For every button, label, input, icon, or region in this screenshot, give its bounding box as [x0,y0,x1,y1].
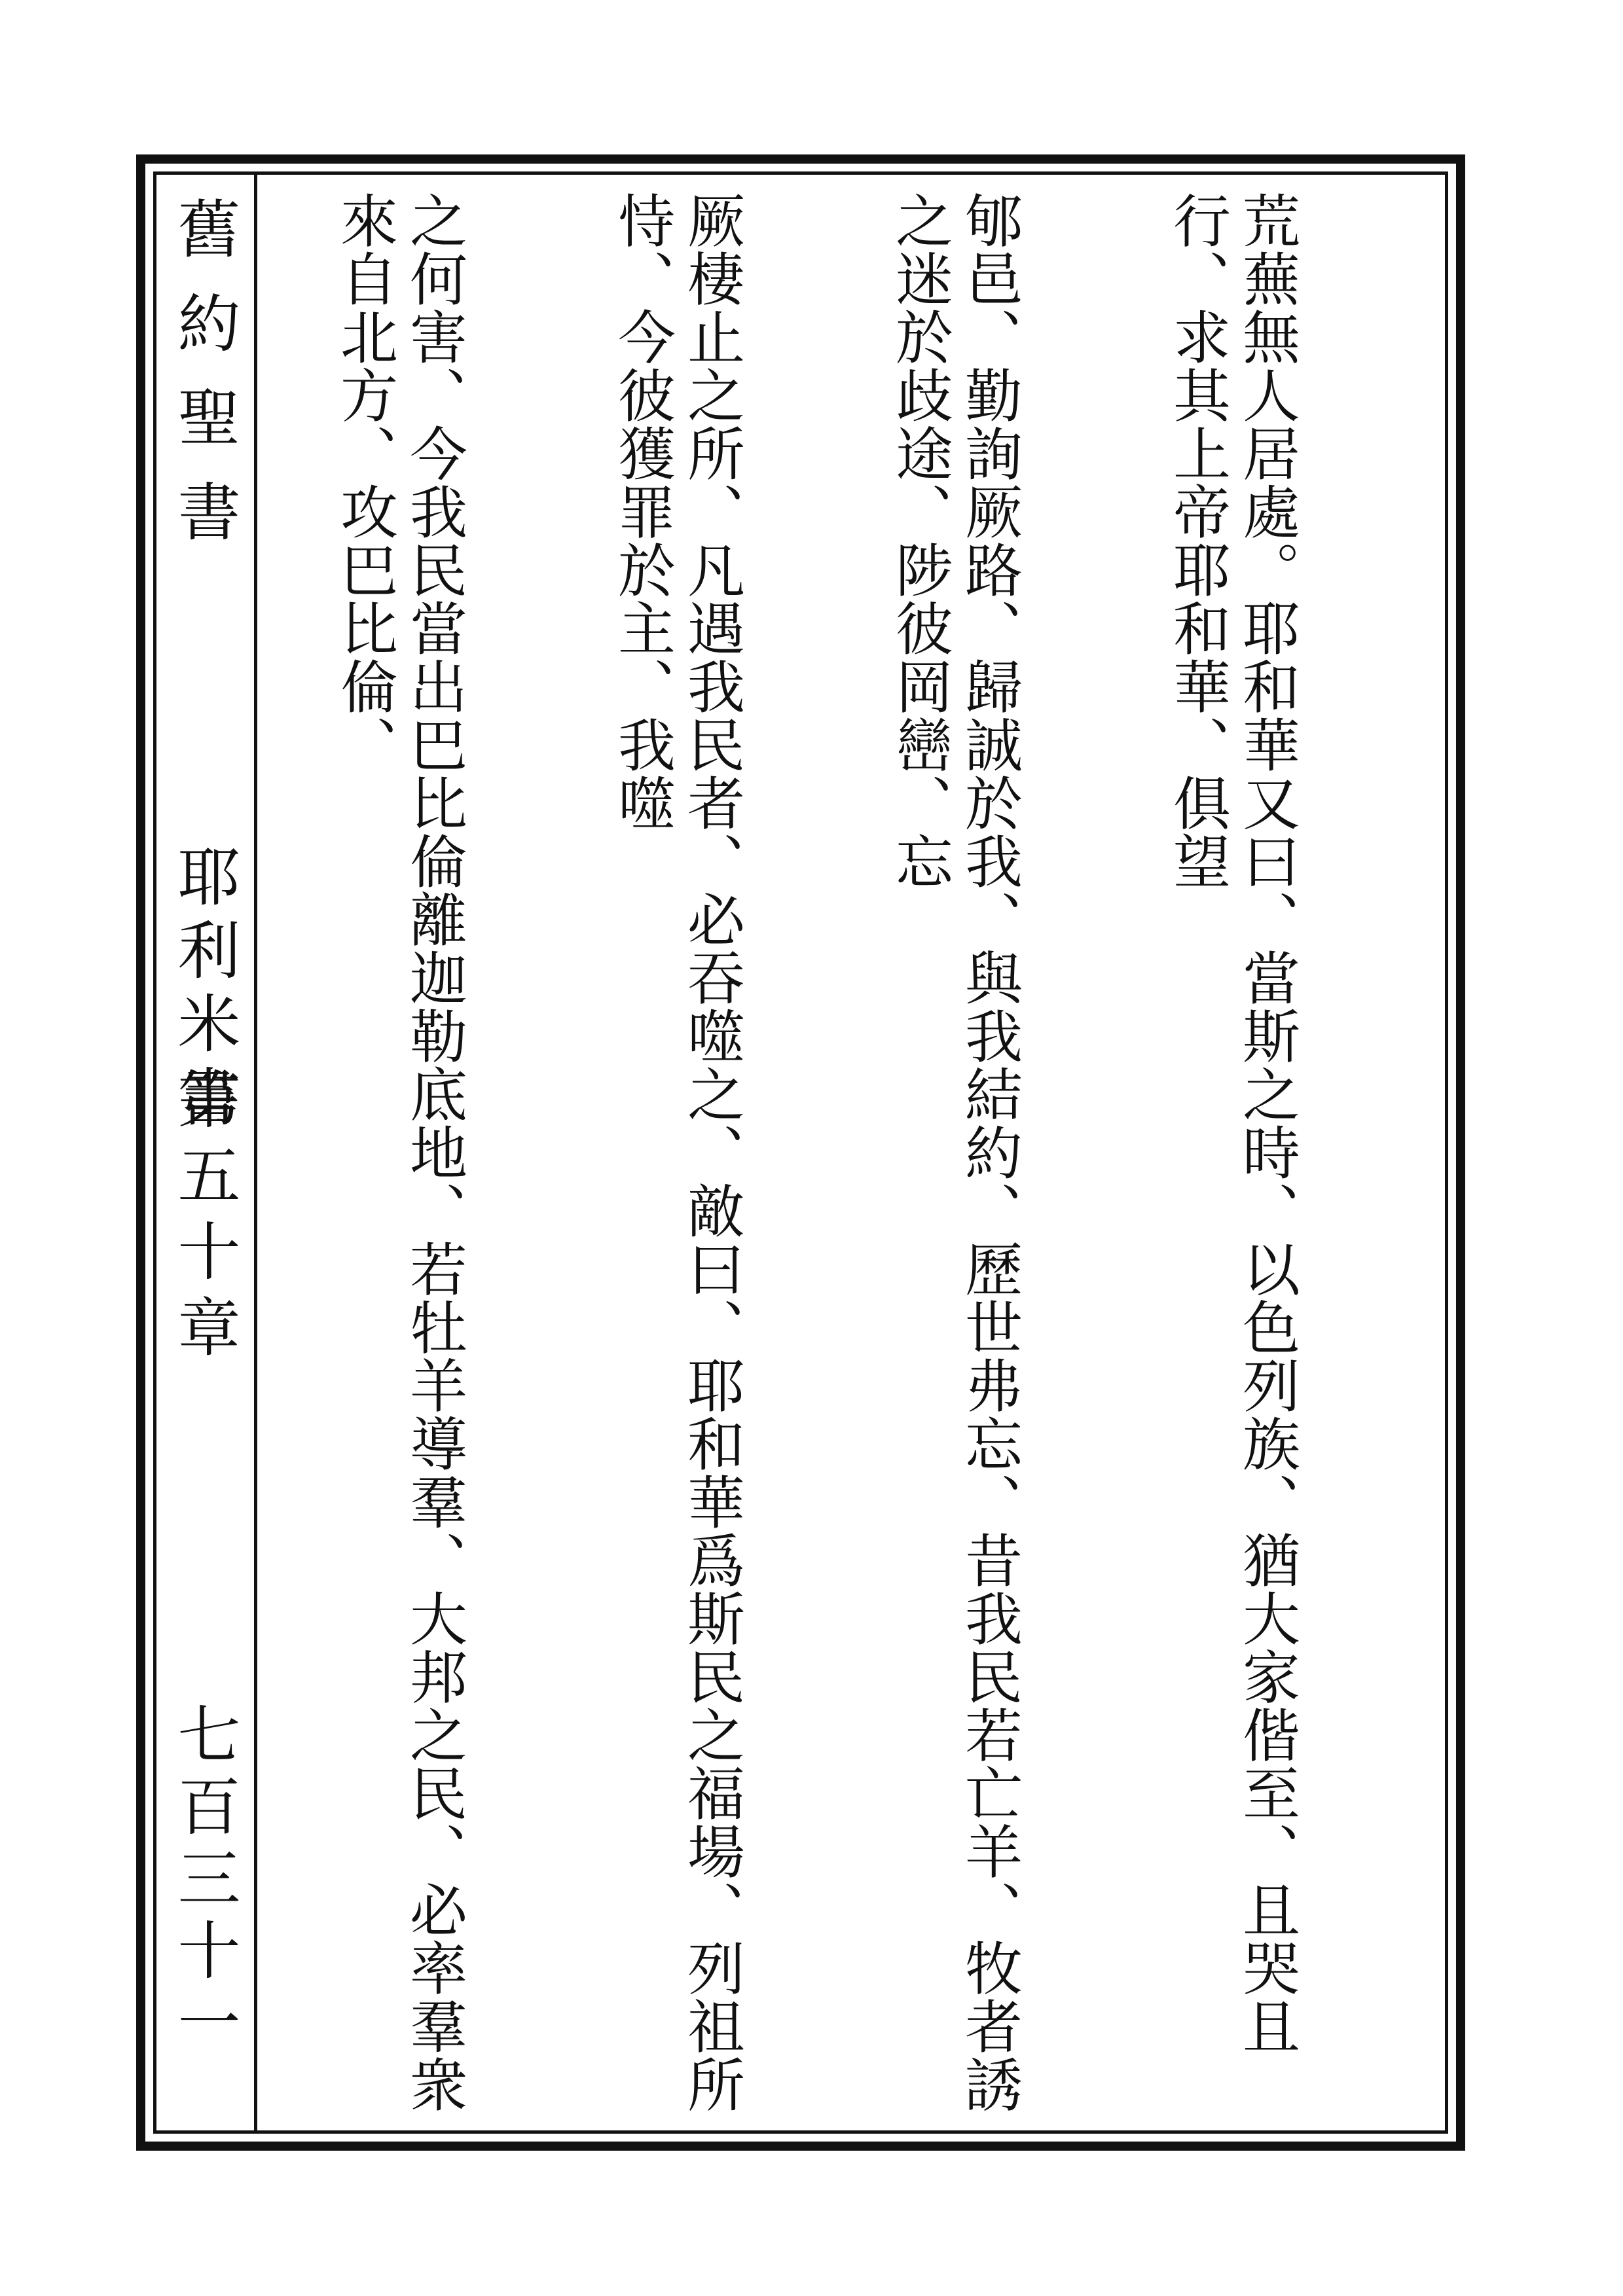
book-name: 耶利米書 [168,844,241,1138]
running-title: 舊約聖書 [168,196,241,573]
page-number: 七百三十一 [168,1702,241,2062]
text-column: 厥棲止之所、凡遇我民者、必吞噬之、敵曰、耶和華爲斯民之福場、列祖所恃、今彼獲罪於主、我噬 [609,191,746,2113]
scripture-text [262,191,1440,2115]
chapter-number: 第五十章 [168,1067,241,1371]
text-column: 之何害、今我民當出巴比倫離迦勒底地、若牡羊導羣、大邦之民、必率羣衆來自北方、攻巴比倫、 [331,191,468,2113]
text-column: 郇邑、勤詢厥路、歸誠於我、與我結約、歷世弗忘、昔我民若亡羊、牧者誘之迷於歧途、陟彼岡巒、忘 [886,191,1023,2113]
margin-divider [254,171,257,2134]
text-column: 荒蕪無人居處。耶和華又曰、當斯之時、以色列族、猶大家偕至、且哭且行、求其上帝耶和華、俱望 [1164,191,1301,2055]
